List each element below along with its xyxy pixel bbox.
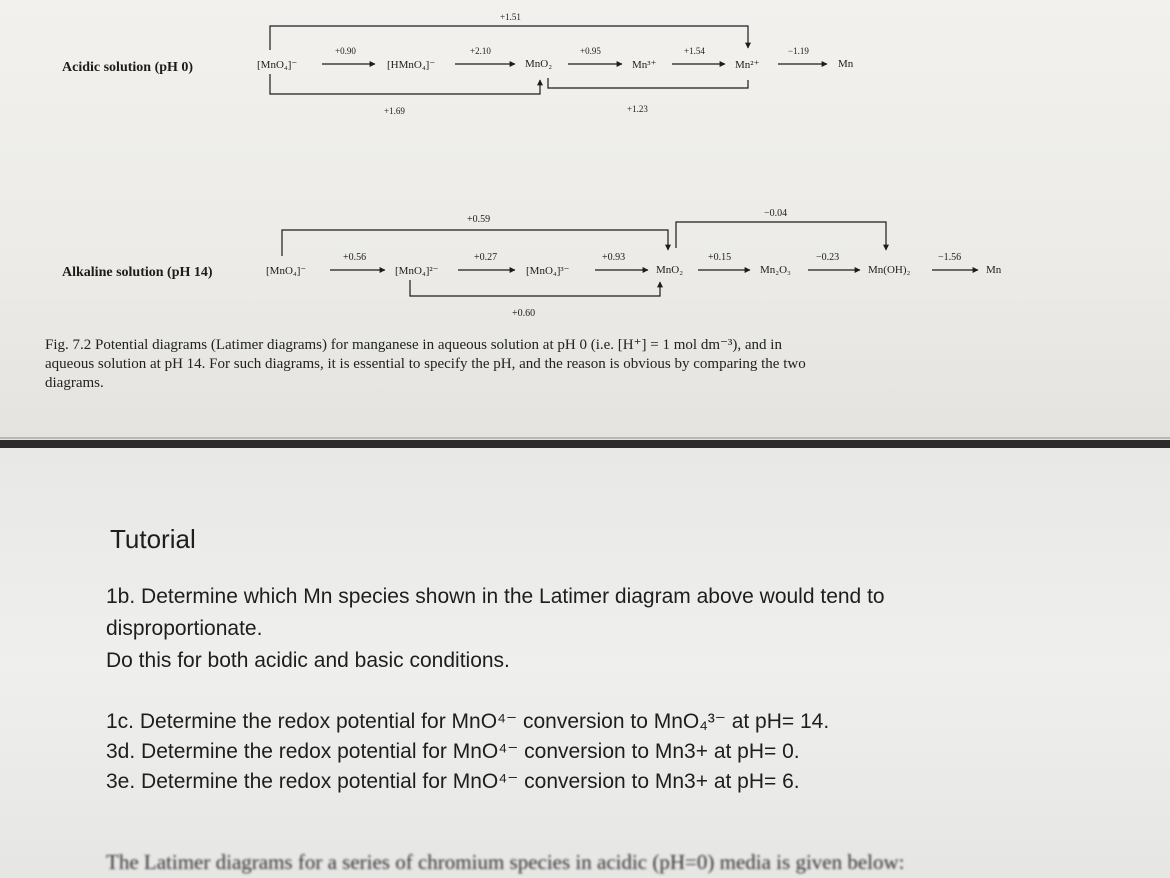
- question-1b-line2: disproportionate.: [106, 617, 263, 640]
- question-3e: 3e. Determine the redox potential for MnO⁴⁻ conversion to Mn3+ at pH= 6.: [106, 770, 800, 793]
- acidic-species-4: Mn³⁺: [632, 59, 657, 71]
- alkaline-potential-6: −1.56: [938, 252, 962, 263]
- question-3d: 3d. Determine the redox potential for MnO⁴⁻ conversion to Mn3+ at pH= 0.: [106, 740, 800, 763]
- acidic-span-bottom-left: +1.69: [384, 106, 405, 116]
- acidic-species-2: [HMnO₄]⁻: [387, 59, 436, 71]
- span-acidic-bottom-left: [270, 74, 540, 94]
- alkaline-span-top-right: −0.04: [764, 208, 788, 219]
- alkaline-species-5: Mn₂O₃: [760, 264, 791, 276]
- alkaline-potential-1: +0.56: [343, 252, 367, 263]
- alkaline-label: Alkaline solution (pH 14): [62, 265, 213, 280]
- acidic-potential-1: +0.90: [335, 46, 356, 56]
- acidic-species-3: MnO₂: [525, 58, 553, 70]
- alkaline-species-6: Mn(OH)₂: [868, 264, 911, 276]
- figure-caption-line1: Fig. 7.2 Potential diagrams (Latimer diagrams) for manganese in aqueous solution at pH 0 (i.e. [H⁺] = 1 mol dm⁻³), and in: [45, 337, 782, 353]
- span-alk-top-right: [676, 222, 886, 250]
- acidic-potential-2: +2.10: [470, 46, 491, 56]
- question-1b-line1: 1b. Determine which Mn species shown in the Latimer diagram above would tend to: [106, 585, 885, 608]
- alkaline-potential-3: +0.93: [602, 252, 626, 263]
- acidic-span-bottom-right: +1.23: [627, 104, 648, 114]
- alkaline-species-4: MnO₂: [656, 264, 684, 276]
- tutorial-heading: Tutorial: [110, 524, 196, 554]
- alkaline-species-7: Mn: [986, 264, 1002, 276]
- alkaline-species-3: [MnO₄]³⁻: [526, 265, 570, 277]
- alkaline-species-2: [MnO₄]²⁻: [395, 265, 439, 277]
- tutorial-slide: [0, 448, 1170, 878]
- alkaline-species-1: [MnO₄]⁻: [266, 265, 307, 277]
- alkaline-span-bottom: +0.60: [512, 308, 536, 319]
- alkaline-potential-5: −0.23: [816, 252, 840, 263]
- acidic-species-5: Mn²⁺: [735, 59, 760, 71]
- figure-caption-line2: aqueous solution at pH 14. For such diagrams, it is essential to specify the pH, and the reason is obvious by comparing the two: [45, 356, 806, 372]
- chromium-footer-text: The Latimer diagrams for a series of chromium species in acidic (pH=0) media is given below:: [106, 850, 905, 874]
- question-1b-line3: Do this for both acidic and basic conditions.: [106, 649, 510, 672]
- acidic-potential-4: +1.54: [684, 46, 705, 56]
- acidic-potential-3: +0.95: [580, 46, 601, 56]
- acidic-potential-5: −1.19: [788, 46, 809, 56]
- question-1c: 1c. Determine the redox potential for MnO⁴⁻ conversion to MnO₄³⁻ at pH= 14.: [106, 710, 830, 733]
- acidic-species-6: Mn: [838, 58, 854, 70]
- alkaline-potential-2: +0.27: [474, 252, 498, 263]
- alkaline-potential-4: +0.15: [708, 252, 732, 263]
- acidic-species-1: [MnO₄]⁻: [257, 59, 298, 71]
- figure-caption-line3: diagrams.: [45, 375, 104, 391]
- acidic-label: Acidic solution (pH 0): [62, 60, 194, 75]
- alkaline-span-top-left: +0.59: [467, 214, 491, 225]
- span-acidic-bottom-right: [548, 78, 748, 88]
- acidic-span-top: +1.51: [500, 12, 521, 22]
- span-alk-bottom: [410, 280, 660, 296]
